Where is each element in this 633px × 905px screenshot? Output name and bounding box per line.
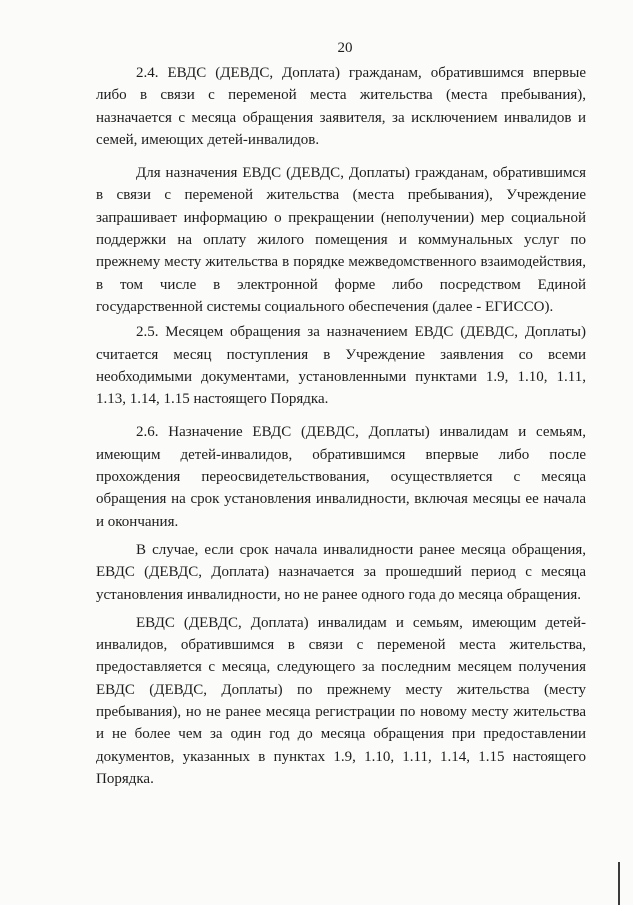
page-number: 20 <box>337 40 353 56</box>
paragraph-2-6: 2.6. Назначение ЕВДС (ДЕВДС, Доплаты) инвалидам и семьям, имеющим детей-инвалидов, обратившимся впервые либо после прохождения переосвидетельствования, осуществляется с месяца обращения на срок установления инвалидности, включая месяцы ее начала и окончания. <box>96 424 586 530</box>
paragraph-disability-start: В случае, если срок начала инвалидности ранее месяца обращения, ЕВДС (ДЕВДС, Доплата) назначается за прошедший период с месяца установления инвалидности, но не ранее одного года до месяца обращения. <box>96 541 586 603</box>
document-body <box>96 62 586 790</box>
paragraph-change-of-residence: ЕВДС (ДЕВДС, Доплата) инвалидам и семьям, имеющим детей-инвалидов, обратившимся в связи с переменой места жительства, предоставляется с месяца, следующего за последним месяцем получения ЕВДС (ДЕВДС, Доплаты) по прежнему месту жительства (месту пребывания), но не ранее месяца регистрации по новому месту жительства и не более чем за один год до месяца обращения при предоставлении документов, указанных в пунктах 1.9, 1.10, 1.11, 1.14, 1.15 настоящего Порядка. <box>96 614 586 787</box>
scan-edge-mark <box>618 862 620 905</box>
paragraph-2-5: 2.5. Месяцем обращения за назначением ЕВДС (ДЕВДС, Доплаты) считается месяц поступления в Учреждение заявления со всеми необходимыми документами, установленными пунктами 1.9, 1.10, 1.11, 1.13, 1.14, 1.15 настоящего Порядка. <box>96 324 586 408</box>
paragraph-2-4: 2.4. ЕВДС (ДЕВДС, Доплата) гражданам, обратившимся впервые либо в связи с переменой места жительства (места пребывания), назначается с месяца обращения заявителя, за исключением инвалидов и семей, имеющих детей-инвалидов. <box>96 65 586 148</box>
paragraph-assignment-conditions: Для назначения ЕВДС (ДЕВДС, Доплаты) гражданам, обратившимся в связи с переменой жительства (места пребывания), Учреждение запрашивает информацию о прекращении (неполучении) мер социальной поддержки на оплату жилого помещения и коммунальных услуг по прежнему месту жительства в порядке межведомственного взаимодействия, в том числе в электронной форме либо посредством Единой государственной системы социального обеспечения (далее - ЕГИССО). <box>96 165 586 315</box>
